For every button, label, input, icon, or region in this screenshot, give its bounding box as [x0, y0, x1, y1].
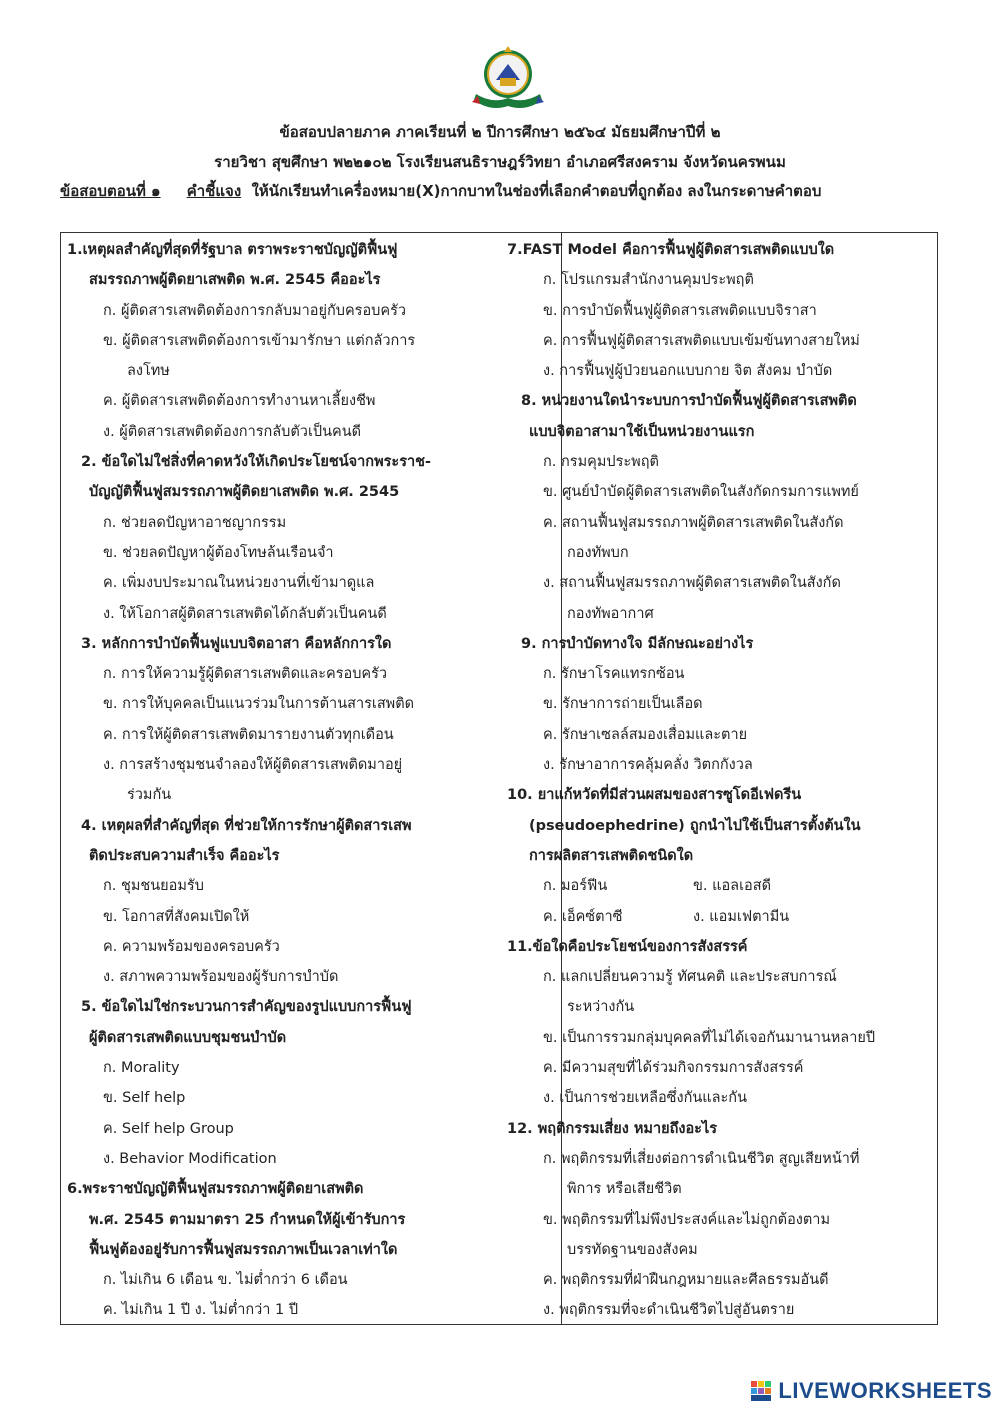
option[interactable]: ก. แลกเปลี่ยนความรู้ ทัศนคติ และประสบการณ์	[543, 969, 837, 986]
question-5-cont: ผู้ติดสารเสพติดแบบชุมชนบำบัด	[89, 1029, 287, 1046]
option-pair[interactable]: ค. ไม่เกิน 1 ปี ง. ไม่ต่ำกว่า 1 ปี	[103, 1302, 299, 1319]
question-6-cont: พ.ศ. 2545 ตามมาตรา 25 กำหนดให้ผู้เข้ารับการ	[89, 1211, 406, 1228]
option[interactable]: ค. เพิ่มงบประมาณในหน่วยงานที่เข้ามาดูแล	[103, 575, 375, 592]
option[interactable]: ก. รักษาโรคแทรกซ้อน	[543, 666, 685, 683]
option[interactable]: ข. Self help	[103, 1090, 186, 1107]
option[interactable]: ง. ให้โอกาสผู้ติดสารเสพติดได้กลับตัวเป็นคนดี	[103, 605, 387, 622]
option[interactable]: ก. Morality	[103, 1060, 180, 1077]
option[interactable]: ข. แอลเอสดี	[693, 878, 772, 895]
option[interactable]: ค. การฟื้นฟูผู้ติดสารเสพติดแบบเข้มข้นทางสายใหม่	[543, 332, 860, 349]
option[interactable]: ค. การให้ผู้ติดสารเสพติดมารายงานตัวทุกเดือน	[103, 726, 394, 743]
section-label: ข้อสอบตอนที่ ๑	[60, 182, 161, 200]
option[interactable]: ค. ผู้ติดสารเสพติดต้องการทำงานหาเลี้ยงชีพ	[103, 393, 376, 410]
option-cont: ลงโทษ	[127, 363, 170, 380]
question-12: 12. พฤติกรรมเสี่ยง หมายถึงอะไร	[507, 1120, 718, 1137]
question-4: 4. เหตุผลที่สำคัญที่สุด ที่ช่วยให้การรักษาผู้ติดสารเสพ	[81, 817, 412, 834]
option[interactable]: ข. พฤติกรรมที่ไม่พึงประสงค์และไม่ถูกต้องตาม	[543, 1211, 831, 1228]
question-10-cont: การผลิตสารเสพติดชนิดใด	[529, 847, 694, 864]
option[interactable]: ง. สภาพความพร้อมของผู้รับการบำบัด	[103, 969, 339, 986]
option[interactable]: ก. ชุมชนยอมรับ	[103, 878, 204, 895]
option[interactable]: ค. พฤติกรรมที่ฝ่าฝืนกฎหมายและศีลธรรมอันดี	[543, 1272, 829, 1289]
question-2-cont: บัญญัติฟื้นฟูสมรรถภาพผู้ติดยาเสพติด พ.ศ. 2545	[89, 484, 400, 501]
question-1: 1.เหตุผลสำคัญที่สุดที่รัฐบาล ตราพระราชบัญญัติฟื้นฟู	[67, 242, 398, 258]
option[interactable]: ข. การให้บุคคลเป็นแนวร่วมในการต้านสารเสพติด	[103, 696, 415, 713]
question-7: 7.FAST Model คือการฟื้นฟูผู้ติดสารเสพติดแบบใด	[507, 242, 835, 258]
option[interactable]: ข. ผู้ติดสารเสพติดต้องการเข้ามารักษา แต่กลัวการ	[103, 332, 416, 349]
option[interactable]: ก. พฤติกรรมที่เสี่ยงต่อการดำเนินชีวิต สูญเสียหน้าที่	[543, 1150, 860, 1167]
option[interactable]: ง. แอมเฟตามีน	[693, 908, 790, 925]
school-crest-icon	[470, 42, 546, 114]
option[interactable]: ง. การฟื้นฟูผู้ป่วยนอกแบบกาย จิต สังคม บำบัด	[543, 363, 833, 380]
option[interactable]: ค. ความพร้อมของครอบครัว	[103, 938, 280, 955]
question-1-cont: สมรรถภาพผู้ติดยาเสพติด พ.ศ. 2545 คืออะไร	[89, 272, 381, 289]
instructions-line	[60, 179, 960, 203]
question-10-cont: (pseudoephedrine) ถูกนำไปใช้เป็นสารตั้งต้นใน	[529, 817, 861, 834]
option[interactable]: ง. รักษาอาการคลุ้มคลั่ง วิตกกังวล	[543, 757, 753, 774]
question-6-cont: ฟื้นฟูต้องอยู่รับการฟื้นฟูสมรรถภาพเป็นเวลาเท่าใด	[89, 1241, 398, 1258]
option[interactable]: ง. Behavior Modification	[103, 1150, 277, 1167]
liveworksheets-logo-icon	[750, 1380, 772, 1402]
option[interactable]: ง. พฤติกรรมที่จะดำเนินชีวิตไปสู่อันตราย	[543, 1302, 795, 1319]
option-cont: บรรทัดฐานของสังคม	[567, 1241, 698, 1258]
option[interactable]: ข. ศูนย์บำบัดผู้ติดสารเสพติดในสังกัดกรมการแพทย์	[543, 484, 859, 501]
option-cont: ร่วมกัน	[127, 787, 172, 804]
instructions-text: ให้นักเรียนทำเครื่องหมาย(X)กากบาทในช่องที่เลือกคำตอบที่ถูกต้อง ลงในกระดาษคำตอบ	[251, 182, 822, 200]
option[interactable]: ง. สถานฟื้นฟูสมรรถภาพผู้ติดสารเสพติดในสังกัด	[543, 575, 841, 592]
question-6: 6.พระราชบัญญัติฟื้นฟูสมรรถภาพผู้ติดยาเสพติด	[67, 1181, 364, 1198]
exam-title: ข้อสอบปลายภาค ภาคเรียนที่ ๒ ปีการศึกษา ๒๕๖๔ มัธยมศึกษาปีที่ ๒	[279, 123, 721, 141]
option[interactable]: ก. โปรแกรมสำนักงานคุมประพฤติ	[543, 272, 754, 289]
option-cont: ระหว่างกัน	[567, 999, 635, 1016]
option-row	[507, 871, 935, 901]
option[interactable]: ก. ช่วยลดปัญหาอาชญากรรม	[103, 514, 287, 531]
option[interactable]: ค. รักษาเซลล์สมองเสื่อมและตาย	[543, 726, 748, 743]
question-4-cont: ติดประสบความสำเร็จ คืออะไร	[89, 847, 280, 864]
subject-school-line: รายวิชา สุขศึกษา พ๒๒๑๐๒ โรงเรียนสนธิราษฎร์วิทยา อำเภอศรีสงคราม จังหวัดนครพนม	[214, 153, 786, 171]
question-10: 10. ยาแก้หวัดที่มีส่วนผสมของสารซูโดอีเฟดรีน	[507, 787, 802, 804]
option-row	[507, 902, 935, 932]
left-column	[67, 235, 497, 1326]
option[interactable]: ค. สถานฟื้นฟูสมรรถภาพผู้ติดสารเสพติดในสังกัด	[543, 514, 844, 531]
option[interactable]: ข. โอกาสที่สังคมเปิดให้	[103, 908, 250, 925]
instructions-label: คำชี้แจง	[186, 182, 242, 200]
option-cont: กองทัพบก	[567, 544, 629, 561]
question-2: 2. ข้อใดไม่ใช่สิ่งที่คาดหวังให้เกิดประโยชน์จากพระราช-	[81, 454, 432, 471]
question-5: 5. ข้อใดไม่ใช่กระบวนการสำคัญของรูปแบบการฟื้นฟู	[81, 999, 412, 1016]
questions-box	[60, 232, 938, 1325]
option-pair[interactable]: ก. ไม่เกิน 6 เดือน ข. ไม่ต่ำกว่า 6 เดือน	[103, 1272, 348, 1289]
question-8-cont: แบบจิตอาสามาใช้เป็นหน่วยงานแรก	[529, 423, 755, 440]
question-3: 3. หลักการบำบัดฟื้นฟูแบบจิตอาสา คือหลักการใด	[81, 635, 392, 652]
brand-name: LIVEWORKSHEETS	[778, 1378, 992, 1403]
option[interactable]: ง. ผู้ติดสารเสพติดต้องการกลับตัวเป็นคนดี	[103, 423, 362, 440]
option[interactable]: ค. Self help Group	[103, 1120, 234, 1137]
liveworksheets-logo[interactable]	[750, 1377, 992, 1405]
option[interactable]: ข. ช่วยลดปัญหาผู้ต้องโทษล้นเรือนจำ	[103, 544, 334, 561]
right-column	[507, 235, 935, 1326]
option[interactable]: ก. การให้ความรู้ผู้ติดสารเสพติดและครอบครัว	[103, 666, 388, 683]
option[interactable]: ง. เป็นการช่วยเหลือซึ่งกันและกัน	[543, 1090, 747, 1107]
question-11: 11.ข้อใดคือประโยชน์ของการสังสรรค์	[507, 938, 748, 955]
option[interactable]: ข. เป็นการรวมกลุ่มบุคคลที่ไม่ได้เจอกันมานานหลายปี	[543, 1029, 876, 1046]
option[interactable]: ค. เอ็คซ์ตาซี	[543, 908, 623, 925]
option-cont: กองทัพอากาศ	[567, 605, 654, 622]
option[interactable]: ก. ผู้ติดสารเสพติดต้องการกลับมาอยู่กับครอบครัว	[103, 302, 407, 319]
question-8: 8. หน่วยงานใดนำระบบการบำบัดฟื้นฟูผู้ติดสารเสพติด	[521, 393, 857, 410]
option[interactable]: ค. มีความสุขที่ได้ร่วมกิจกรรมการสังสรรค์	[543, 1060, 804, 1077]
option-cont: พิการ หรือเสียชีวิต	[567, 1181, 682, 1198]
option[interactable]: ข. รักษาการถ่ายเป็นเลือด	[543, 696, 703, 713]
option[interactable]: ก. กรมคุมประพฤติ	[543, 454, 659, 471]
question-9: 9. การบำบัดทางใจ มีลักษณะอย่างไร	[521, 635, 754, 652]
option[interactable]: ข. การบำบัดฟื้นฟูผู้ติดสารเสพติดแบบจิราสา	[543, 302, 817, 319]
option[interactable]: ก. มอร์ฟีน	[543, 878, 608, 895]
option[interactable]: ง. การสร้างชุมชนจำลองให้ผู้ติดสารเสพติดมาอยู่	[103, 757, 403, 774]
